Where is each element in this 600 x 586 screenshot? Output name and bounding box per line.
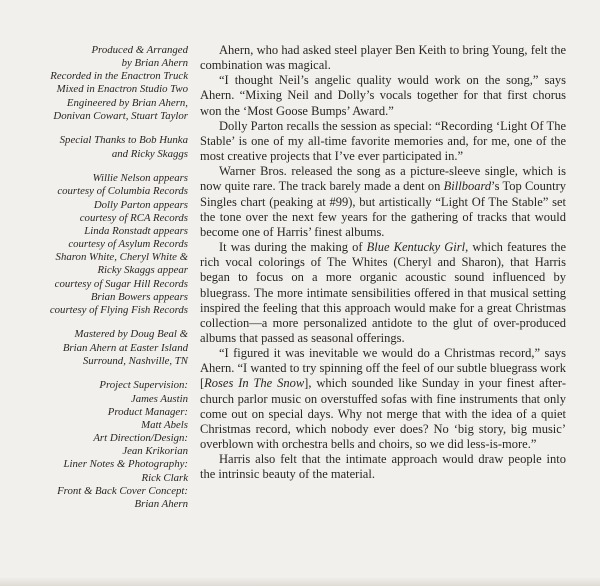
credit-line: Mixed in Enactron Studio Two <box>56 83 188 96</box>
credits-group-mastering <box>0 328 188 367</box>
credit-line: Jean Krikorian <box>122 445 188 458</box>
article-body <box>200 43 566 483</box>
album-title: Blue Kentucky Girl <box>366 240 466 255</box>
credit-line: Brian Bowers appears <box>90 290 188 303</box>
credit-line: Liner Notes & Photography: <box>63 458 188 471</box>
credit-line: Sharon White, Cheryl White & <box>55 251 188 264</box>
page-bottom-edge <box>0 577 600 586</box>
text-run: ’s Top Country Singles chart (peaking at #99), but artistically “Light Of The Stable” set the tone over the next few years for the gathering of tracks that would become one of Harris’ finest albums. <box>200 179 566 239</box>
credit-line: Project Supervision: <box>99 379 188 392</box>
credit-line: Brian Ahern at Easter Island <box>62 341 188 354</box>
credit-line: Produced & Arranged <box>91 44 188 56</box>
credit-line: Brian Ahern <box>134 497 188 510</box>
credit-line: Rick Clark <box>141 471 188 484</box>
credit-line: Donivan Cowart, Stuart Taylor <box>53 109 188 122</box>
credit-line: Surround, Nashville, TN <box>82 354 188 367</box>
credit-line: and Ricky Skaggs <box>111 147 188 160</box>
text-run: Warner Bros. released the song as a picture-sleeve single, which is now quite rare. The track barely made a dent on <box>200 164 566 194</box>
credit-line: Ricky Skaggs appear <box>97 264 188 277</box>
album-title: Roses In The Snow <box>204 376 305 391</box>
credit-line: Willie Nelson appears <box>92 172 188 185</box>
credit-line: courtesy of Flying Fish Records <box>49 303 188 316</box>
paragraph <box>200 346 566 452</box>
credits-group-project <box>0 379 188 511</box>
paragraph: Harris also felt that the intimate approach would draw people into the intrinsic beauty of the material. <box>200 452 566 482</box>
credit-line: Product Manager: <box>107 405 188 418</box>
credit-line: Recorded in the Enactron Truck <box>50 70 188 83</box>
credit-line: Dolly Parton appears <box>93 198 188 211</box>
credit-line: James Austin <box>130 392 188 405</box>
paragraph: Dolly Parton recalls the session as special: “Recording ‘Light Of The Stable’ is one of my all-time favorite memories and, for me, one of the most creative projects that I’ve ever participated in.” <box>200 118 566 164</box>
credit-line: Mastered by Doug Beal & <box>74 328 188 341</box>
text-run: It was during the making of <box>219 240 367 255</box>
paragraph <box>200 164 566 240</box>
credits-column <box>0 44 188 523</box>
credit-line: Special Thanks to Bob Hunka <box>59 134 188 147</box>
credits-group-thanks <box>0 134 188 160</box>
credit-line: Engineered by Brian Ahern, <box>66 96 188 109</box>
text-run: , which features the rich vocal colorings of The Whites (Cheryl and Sharon), that Harris began to focus on a more organic acoustic sound influenced by bluegrass. The more intimate sensibilities offered in that musical setting inspired the feeling that this approach would make for a great Christmas collection—a more personalized antidote to the glut of over-produced albums that passed as seasonal offerings. <box>200 240 566 345</box>
credits-group-production <box>0 44 188 123</box>
paragraph: Ahern, who had asked steel player Ben Keith to bring Young, felt the combination was magical. <box>200 43 566 73</box>
credits-group-appearances <box>0 172 188 317</box>
paragraph <box>200 240 566 346</box>
credit-line: Front & Back Cover Concept: <box>57 484 188 497</box>
credit-line: Linda Ronstadt appears <box>84 224 188 237</box>
credit-line: courtesy of Columbia Records <box>57 185 188 198</box>
credit-line: courtesy of Sugar Hill Records <box>54 277 188 290</box>
text-run: ], which sounded like Sunday in your finest after-church parlor music on overstuffed sofas with fine instruments that only come out on special days. Why not merge that with the idea of a quiet Christmas record, which nobody ever does? No ‘big story, big music’ overblown with orchestra bells and choirs, so we did less-is-more.” <box>200 376 566 452</box>
credit-line: courtesy of RCA Records <box>79 211 188 224</box>
credit-line: by Brian Ahern <box>121 57 188 70</box>
publication-title: Billboard <box>443 179 492 194</box>
paragraph: “I thought Neil’s angelic quality would work on the song,” says Ahern. “Mixing Neil and Dolly’s vocals together for that first chorus won the ‘Most Goose Bumps’ Award.” <box>200 73 566 118</box>
text-run: “I figured it was inevitable we would do a Christmas record,” says Ahern. “I wanted to try spinning off the feel of our subtle bluegrass work [ <box>200 346 566 391</box>
credit-line: courtesy of Asylum Records <box>68 238 188 251</box>
credit-line: Art Direction/Design: <box>93 432 188 445</box>
credit-line: Matt Abels <box>141 418 188 431</box>
